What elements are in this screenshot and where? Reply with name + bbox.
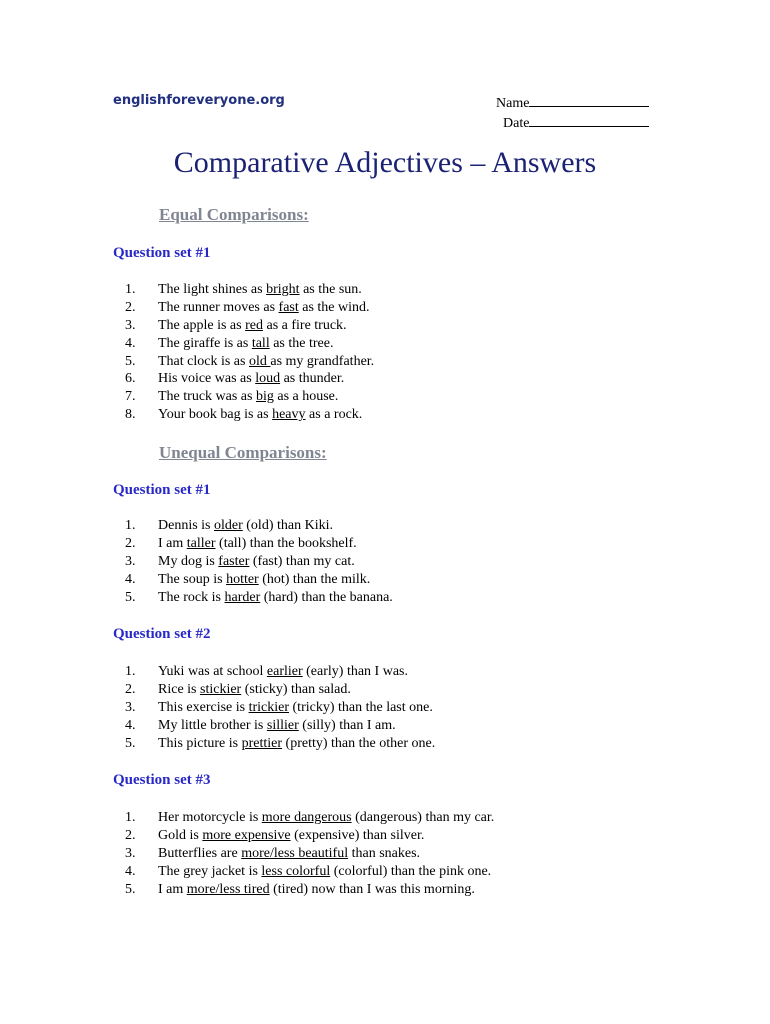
item-number xyxy=(113,299,158,317)
item-number-text: 4. xyxy=(125,863,136,879)
list-item xyxy=(113,881,494,899)
equal-set1-list xyxy=(113,281,374,424)
item-number xyxy=(113,589,158,607)
list-item xyxy=(113,663,435,681)
item-text-after: (colorful) than the pink one. xyxy=(330,863,492,879)
unequal-set2-heading: Question set #2 xyxy=(113,626,211,642)
item-number-text: 5. xyxy=(125,353,136,369)
item-answer: loud xyxy=(255,371,281,387)
list-item xyxy=(113,299,374,317)
item-text-before: Rice is xyxy=(158,681,200,697)
item-number-text: 3. xyxy=(125,845,136,861)
item-answer: harder xyxy=(224,589,261,605)
unequal-set1-heading: Question set #1 xyxy=(113,482,211,498)
item-text-before: This exercise is xyxy=(158,699,249,715)
list-item xyxy=(113,571,393,589)
item-answer: red xyxy=(245,317,263,333)
item-text-after: (hot) than the milk. xyxy=(258,571,371,587)
item-number-text: 2. xyxy=(125,681,136,697)
item-text-after: (fast) than my cat. xyxy=(249,553,355,569)
item-text-after: (sticky) than salad. xyxy=(241,681,351,697)
item-text-after: (old) than Kiki. xyxy=(242,518,333,533)
item-number xyxy=(113,517,158,535)
item-number-text: 6. xyxy=(125,371,136,387)
item-text-before: Dennis is xyxy=(158,518,214,533)
item-number-text: 1. xyxy=(125,810,136,825)
item-text-after: (early) than I was. xyxy=(302,664,408,679)
item-number-text: 1. xyxy=(125,282,136,297)
item-answer: tall xyxy=(251,335,270,351)
item-text-after: (pretty) than the other one. xyxy=(282,735,436,751)
item-number xyxy=(113,681,158,699)
list-item xyxy=(113,589,393,607)
item-number xyxy=(113,335,158,353)
list-item xyxy=(113,535,393,553)
item-text-after: as the sun. xyxy=(299,282,362,297)
item-text-after: (tricky) than the last one. xyxy=(289,699,433,715)
list-item xyxy=(113,406,374,424)
item-text-after: (silly) than I am. xyxy=(298,717,396,733)
item-number xyxy=(113,571,158,589)
item-answer: sillier xyxy=(266,717,299,733)
item-text-before: Her motorcycle is xyxy=(158,810,262,825)
item-number xyxy=(113,388,158,406)
item-answer: earlier xyxy=(266,664,303,679)
item-number xyxy=(113,699,158,717)
item-answer: taller xyxy=(186,535,216,551)
list-item xyxy=(113,335,374,353)
list-item xyxy=(113,809,494,827)
item-text-after: as a house. xyxy=(273,389,339,405)
item-answer: bright xyxy=(266,282,300,297)
name-label: Name xyxy=(496,96,530,111)
item-text-before: The truck was as xyxy=(158,389,256,405)
item-text-before: I am xyxy=(158,535,187,551)
item-number xyxy=(113,406,158,424)
item-number-text: 8. xyxy=(125,407,136,423)
item-text-before: This picture is xyxy=(158,735,242,751)
name-date-box xyxy=(496,93,649,133)
item-number-text: 4. xyxy=(125,717,136,733)
item-text-after: than snakes. xyxy=(348,845,421,861)
list-item xyxy=(113,681,435,699)
item-answer: more expensive xyxy=(202,827,291,843)
list-item xyxy=(113,517,393,535)
item-number-text: 4. xyxy=(125,571,136,587)
item-number-text: 2. xyxy=(125,535,136,551)
item-number-text: 3. xyxy=(125,553,136,569)
item-text-before: Your book bag is as xyxy=(158,407,273,423)
item-number xyxy=(113,317,158,335)
item-number xyxy=(113,535,158,553)
list-item xyxy=(113,317,374,335)
item-text-before: Butterflies are xyxy=(158,845,242,861)
list-item xyxy=(113,353,374,371)
item-text-after: as the tree. xyxy=(269,335,334,351)
name-line xyxy=(496,93,649,113)
item-number xyxy=(113,353,158,371)
item-text-after: as my grandfather. xyxy=(270,353,375,369)
date-line xyxy=(496,113,649,133)
item-text-after: (dangerous) than my car. xyxy=(351,810,495,825)
equal-set1-heading: Question set #1 xyxy=(113,245,211,261)
item-text-after: as thunder. xyxy=(280,371,345,387)
item-number-text: 2. xyxy=(125,299,136,315)
item-answer: older xyxy=(214,518,243,533)
item-text-before: My dog is xyxy=(158,553,219,569)
item-number-text: 1. xyxy=(125,518,136,533)
item-number-text: 3. xyxy=(125,699,136,715)
item-text-before: Yuki was at school xyxy=(158,664,267,679)
name-blank xyxy=(529,93,649,107)
item-text-before: Gold is xyxy=(158,827,203,843)
item-text-after: (tall) than the bookshelf. xyxy=(215,535,357,551)
item-number xyxy=(113,370,158,388)
item-answer: hotter xyxy=(226,571,259,587)
item-number xyxy=(113,827,158,845)
item-number xyxy=(113,863,158,881)
item-answer: big xyxy=(255,389,274,405)
item-number xyxy=(113,735,158,753)
item-text-before: My little brother is xyxy=(158,717,267,733)
item-number-text: 5. xyxy=(125,735,136,751)
item-number xyxy=(113,553,158,571)
item-text-after: as a rock. xyxy=(305,407,363,423)
item-number xyxy=(113,717,158,735)
item-answer: prettier xyxy=(241,735,283,751)
unequal-comparisons-heading: Unequal Comparisons: xyxy=(159,443,327,462)
item-text-before: The rock is xyxy=(158,589,225,605)
item-text-before: I am xyxy=(158,881,187,897)
item-answer: less colorful xyxy=(261,863,331,879)
item-text-after: (expensive) than silver. xyxy=(290,827,425,843)
page-title: Comparative Adjectives – Answers xyxy=(173,146,597,179)
list-item xyxy=(113,553,393,571)
item-number xyxy=(113,845,158,863)
item-text-before: The apple is as xyxy=(158,317,246,333)
item-answer: trickier xyxy=(248,699,290,715)
item-answer: more dangerous xyxy=(261,810,352,825)
item-number-text: 5. xyxy=(125,589,136,605)
list-item xyxy=(113,735,435,753)
equal-comparisons-heading: Equal Comparisons: xyxy=(159,205,309,224)
item-text-before: The giraffe is as xyxy=(158,335,252,351)
item-number xyxy=(113,663,158,681)
site-logo: englishforeveryone.org xyxy=(113,93,285,108)
list-item xyxy=(113,370,374,388)
item-text-before: The soup is xyxy=(158,571,227,587)
list-item xyxy=(113,717,435,735)
item-answer: more/less tired xyxy=(186,881,270,897)
unequal-set3-list xyxy=(113,809,494,898)
list-item xyxy=(113,281,374,299)
date-label: Date xyxy=(503,116,530,131)
item-text-after: as a fire truck. xyxy=(262,317,347,333)
unequal-set3-heading: Question set #3 xyxy=(113,772,211,788)
item-answer: stickier xyxy=(200,681,242,697)
item-number-text: 1. xyxy=(125,664,136,679)
item-number-text: 4. xyxy=(125,335,136,351)
list-item xyxy=(113,388,374,406)
item-text-before: The light shines as xyxy=(158,282,267,297)
item-number-text: 5. xyxy=(125,881,136,897)
item-number xyxy=(113,809,158,827)
item-text-before: The runner moves as xyxy=(158,299,279,315)
unequal-set2-list xyxy=(113,663,435,752)
item-text-before: His voice was as xyxy=(158,371,256,387)
item-answer: old xyxy=(248,353,271,369)
item-number-text: 2. xyxy=(125,827,136,843)
unequal-set1-list xyxy=(113,517,393,606)
item-text-after: (tired) now than I was this morning. xyxy=(269,881,475,897)
item-number xyxy=(113,881,158,899)
item-number xyxy=(113,281,158,299)
list-item xyxy=(113,863,494,881)
list-item xyxy=(113,827,494,845)
item-text-before: That clock is as xyxy=(158,353,249,369)
item-text-before: The grey jacket is xyxy=(158,863,262,879)
item-text-after: (hard) than the banana. xyxy=(260,589,393,605)
item-answer: more/less beautiful xyxy=(241,845,349,861)
item-answer: fast xyxy=(278,299,299,315)
item-number-text: 3. xyxy=(125,317,136,333)
item-answer: faster xyxy=(218,553,250,569)
list-item xyxy=(113,845,494,863)
list-item xyxy=(113,699,435,717)
item-number-text: 7. xyxy=(125,389,136,405)
item-text-after: as the wind. xyxy=(298,299,370,315)
date-blank xyxy=(529,113,649,127)
item-answer: heavy xyxy=(272,407,306,423)
